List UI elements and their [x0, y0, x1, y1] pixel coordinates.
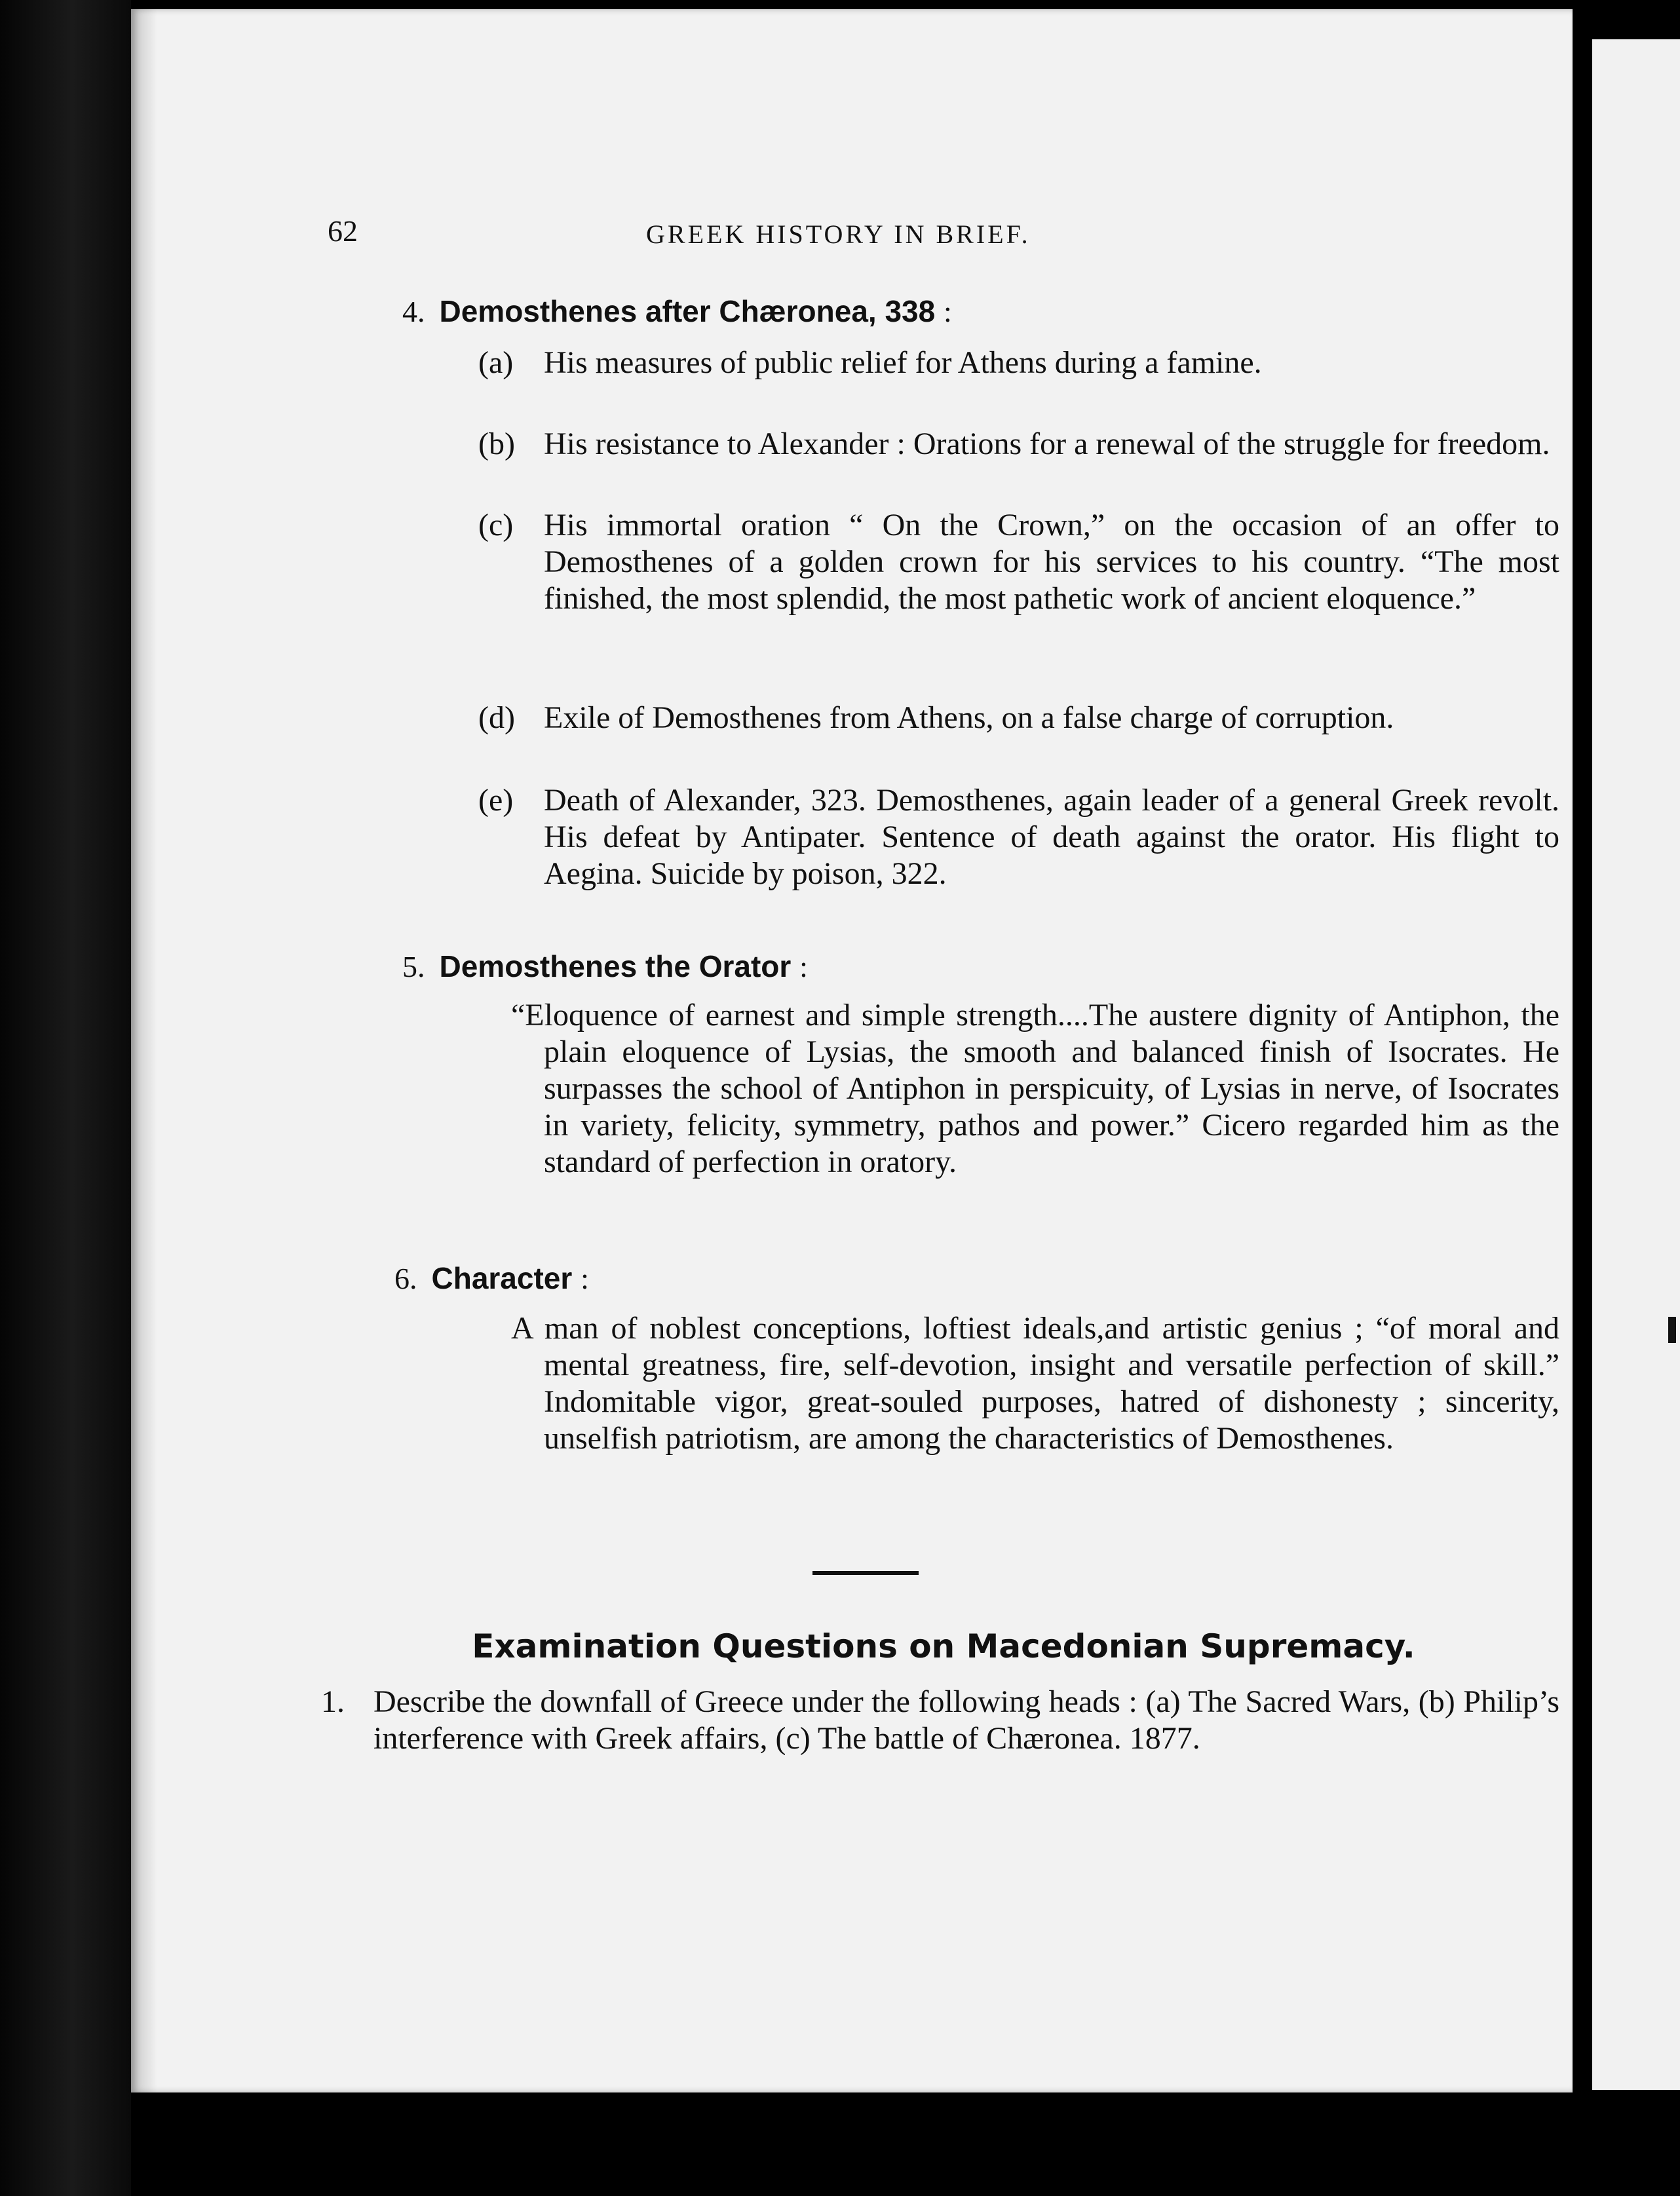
section-4-item-a [478, 345, 1559, 381]
item-text: Death of Alexander, 323. Demosthenes, again leader of a general Greek revolt. His defeat by Antipater. Sentence of death against the orator. His flight to Aegina. Suicide by poison, 322. [544, 783, 1559, 891]
section-4-item-b [478, 426, 1559, 463]
exam-heading: Examination Questions on Macedonian Supremacy. [472, 1627, 1415, 1665]
running-title: GREEK HISTORY IN BRIEF. [646, 219, 1031, 249]
item-text: His measures of public relief for Athens during a famine. [544, 345, 1262, 380]
facing-page-glyph [1668, 1317, 1676, 1343]
book-page [131, 9, 1573, 2092]
page-binding-shadow [131, 9, 157, 2092]
question-text: Describe the downfall of Greece under the following heads : (a) The Sacred Wars, (b) Philip’s interference with Greek affairs, (c) The battle of Chæronea. 1877. [373, 1684, 1559, 1756]
question-number: 1. [321, 1684, 345, 1719]
section-4-item-e [478, 782, 1559, 892]
item-label: (d) [478, 700, 515, 735]
section-divider-rule [812, 1571, 919, 1575]
section-6-number: 6. [394, 1262, 417, 1295]
item-label: (b) [478, 426, 515, 461]
item-label: (a) [478, 345, 514, 380]
facing-page-edge [1592, 39, 1680, 2090]
scan-edge-bottom [131, 2092, 1573, 2196]
section-4-number: 4. [402, 295, 425, 328]
section-6-text: A man of noblest conceptions, loftiest ideals,and artistic genius ; “of moral and mental greatness, fire, self-devotion, insight and versatile perfection of skill.” Indomitable vigor, great-souled purposes, hatred of dishonesty ; sincerity, unselfish patriotism, are among the characteristics of Demosthenes. [511, 1311, 1559, 1456]
exam-question [321, 1684, 1559, 1757]
section-5-number: 5. [402, 950, 425, 983]
item-text: His immortal oration “ On the Crown,” on the occasion of an offer to Demosthenes of a golden crown for his services to his country. “The most finished, the most splendid, the most pathetic work of ancient eloquence.” [544, 508, 1559, 616]
page-number: 62 [328, 214, 358, 248]
section-6-colon: : [581, 1262, 589, 1295]
section-4-heading [402, 293, 952, 329]
section-4-item-c [478, 507, 1559, 617]
section-4-colon: : [944, 295, 952, 328]
item-label: (e) [478, 783, 514, 818]
item-text: His resistance to Alexander : Orations for a renewal of the struggle for freedom. [544, 426, 1550, 461]
item-text: Exile of Demosthenes from Athens, on a false charge of corruption. [544, 700, 1394, 735]
section-4-title: Demosthenes after Chæronea, 338 [439, 294, 936, 328]
section-4-item-d [478, 700, 1559, 736]
item-label: (c) [478, 508, 514, 542]
section-5-quote: “Eloquence of earnest and simple strength....The austere dignity of Antiphon, the plain eloquence of Lysias, the smooth and balanced finish of Isocrates. He surpasses the school of Antiphon in perspicuity, of Lysias in nerve, of Isocrates in variety, felicity, symmetry, pathos and power.” Cicero regarded him as the standard of perfection in oratory. [511, 998, 1559, 1179]
scan-edge-left [0, 0, 131, 2196]
book-gutter [1573, 0, 1592, 2196]
section-6-title: Character [431, 1261, 573, 1295]
section-5-colon: : [799, 950, 808, 983]
running-head [131, 214, 1573, 253]
section-5-title: Demosthenes the Orator [439, 949, 792, 983]
section-6-heading [394, 1260, 589, 1296]
section-5-heading [402, 949, 808, 984]
